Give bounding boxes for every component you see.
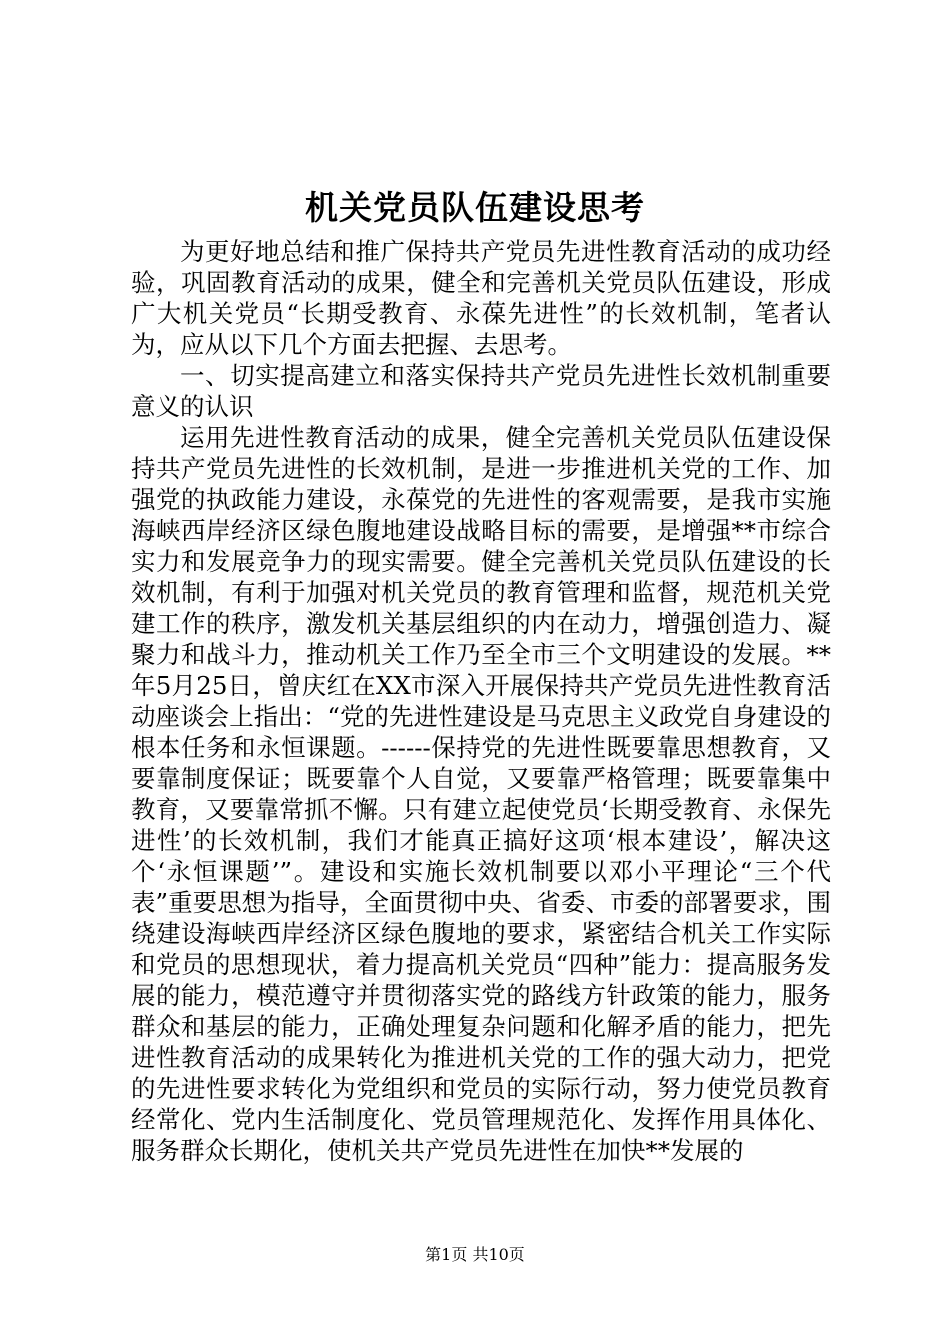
document-body [131, 236, 831, 1166]
body-paragraph: 运用先进性教育活动的成果，健全完善机关党员队伍建设保持共产党员先进性的长效机制，是进一步推进机关党的工作、加强党的执政能力建设，永葆党的先进性的客观需要，是我市实施海峡西岸经济区绿色腹地建设战略目标的需要，是增强**市综合实力和发展竞争力的现实需要。健全完善机关党员队伍建设的长效机制，有利于加强对机关党员的教育管理和监督，规范机关党建工作的秩序，激发机关基层组织的内在动力，增强创造力、凝聚力和战斗力，推动机关工作乃至全市三个文明建设的发展。**年5月25日，曾庆红在XX市深入开展保持共产党员先进性教育活动座谈会上指出：“党的先进性建设是马克思主义政党自身建设的根本任务和永恒课题。------保持党的先进性既要靠思想教育，又要靠制度保证；既要靠个人自觉，又要靠严格管理；既要靠集中教育，又要靠常抓不懈。只有建立起使党员‘长期受教育、永保先进性’的长效机制，我们才能真正搞好这项‘根本建设’，解决这个‘永恒课题’”。建设和实施长效机制要以邓小平理论“三个代表”重要思想为指导，全面贯彻中央、省委、市委的部署要求，围绕建设海峡西岸经济区绿色腹地的要求，紧密结合机关工作实际和党员的思想现状，着力提高机关党员“四种”能力：提高服务发展的能力，模范遵守并贯彻落实党的路线方针政策的能力，服务群众和基层的能力，正确处理复杂问题和化解矛盾的能力，把先进性教育活动的成果转化为推进机关党的工作的强大动力，把党的先进性要求转化为党组织和党员的实际行动，努力使党员教育经常化、党内生活制度化、党员管理规范化、发挥作用具体化、服务群众长期化，使机关共产党员先进性在加快**发展的 [131, 423, 831, 1165]
document-title: 机关党员队伍建设思考 [305, 188, 645, 227]
intro-paragraph: 为更好地总结和推广保持共产党员先进性教育活动的成功经验，巩固教育活动的成果，健全和完善机关党员队伍建设，形成广大机关党员“长期受教育、永葆先进性”的长效机制，笔者认为，应从以下几个方面去把握、去思考。 [131, 237, 831, 359]
page-footer: 第1页 共10页 [425, 1245, 525, 1264]
section-heading: 一、切实提高建立和落实保持共产党员先进性长效机制重要意义的认识 [131, 361, 831, 421]
